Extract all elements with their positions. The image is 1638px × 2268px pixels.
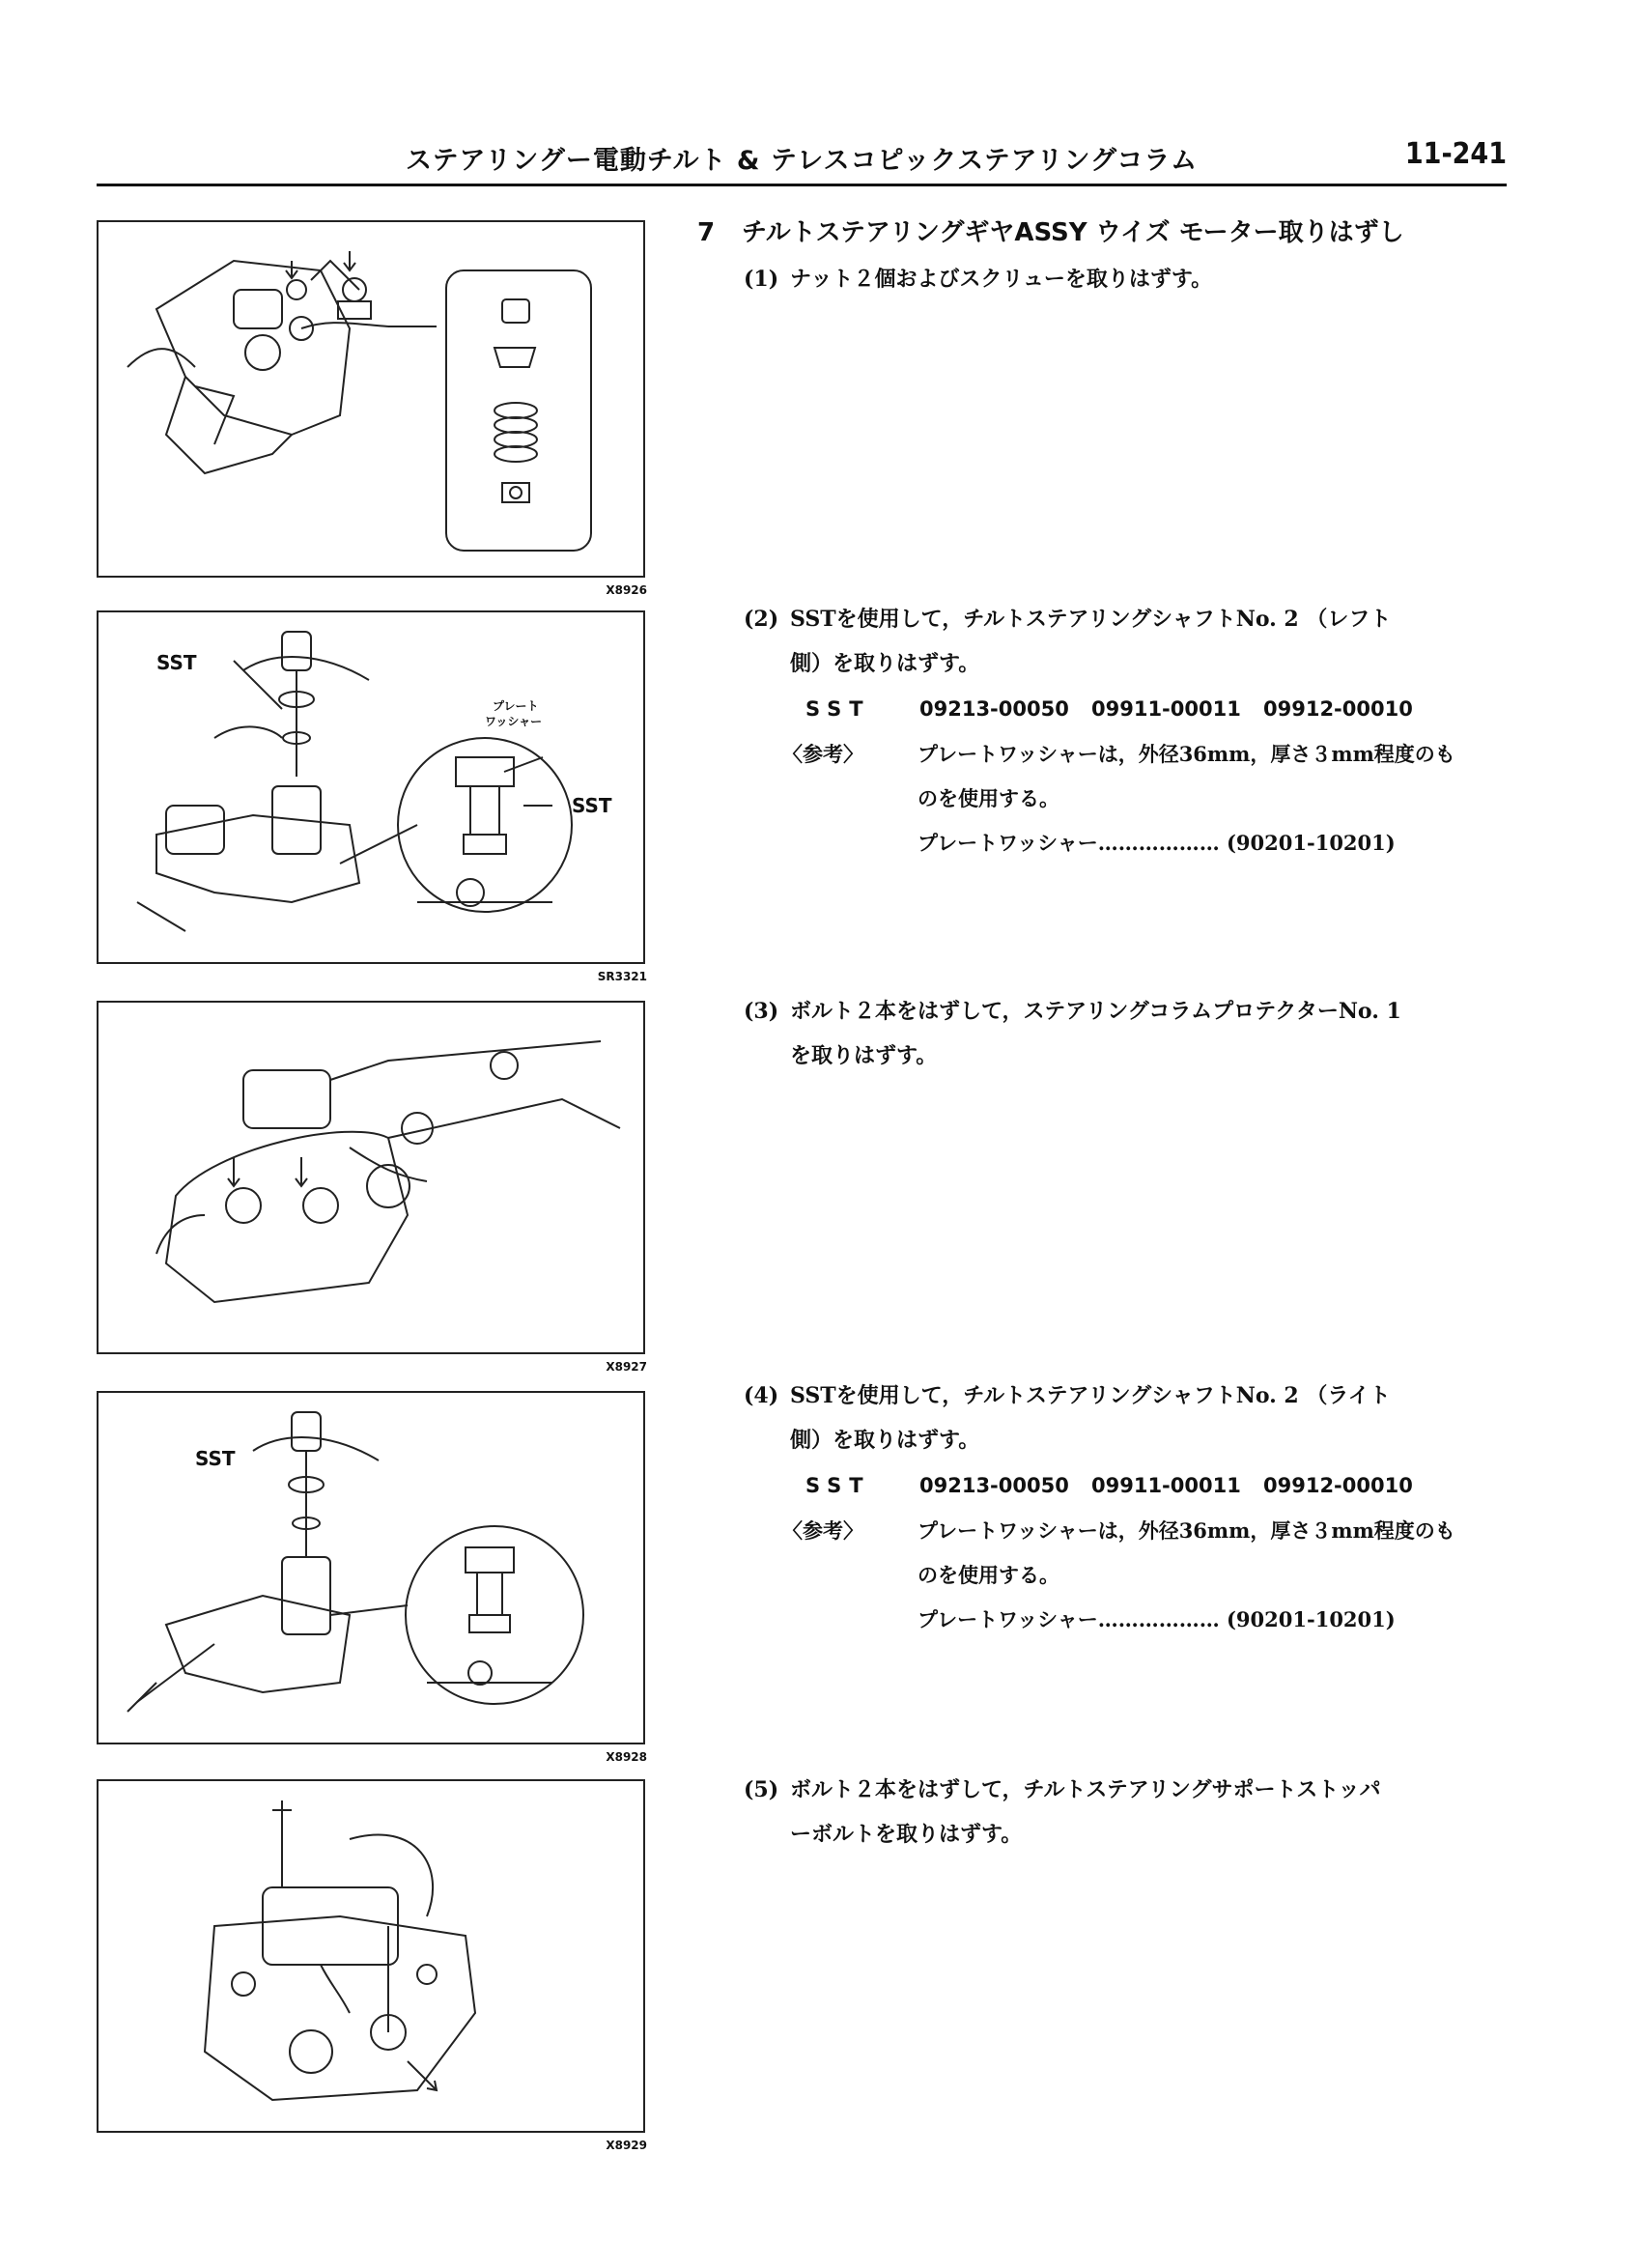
illustration-sst-right-shaft <box>99 1393 643 1743</box>
instruction-number: (3) <box>744 999 779 1024</box>
illustration-column-protector <box>99 1003 643 1352</box>
sst-codes-4 <box>805 1474 1413 1497</box>
figure-code: SR3321 <box>597 970 647 983</box>
figure-sst-right <box>97 1391 647 1764</box>
instruction-number: (2) <box>744 607 779 632</box>
step-number: 7 <box>697 218 716 247</box>
step-heading <box>697 213 1404 248</box>
instruction-text: ナット２個およびスクリューを取りはずす。 <box>790 267 1213 292</box>
instruction-2 <box>744 597 1507 686</box>
reference-text: のを使用する。 <box>918 786 1059 810</box>
sst-label: SST <box>195 1447 236 1470</box>
figure-code: X8928 <box>606 1750 647 1764</box>
sst-code: 09912-00010 <box>1263 697 1413 721</box>
sst-label: SST <box>805 697 871 721</box>
instruction-number: (4) <box>744 1383 779 1408</box>
sst-code: 09213-00050 <box>919 697 1069 721</box>
figure-code: X8927 <box>606 1360 647 1374</box>
instruction-5 <box>744 1768 1507 1857</box>
page-header <box>97 133 1507 186</box>
figure-support-stopper-bolts <box>97 1779 647 2152</box>
figure-protector-bolts <box>97 1001 647 1374</box>
sst-label: SST <box>805 1474 871 1497</box>
instruction-number: (1) <box>744 267 779 292</box>
sst-code: 09912-00010 <box>1263 1474 1413 1497</box>
instruction-text: ーボルトを取りはずす。 <box>790 1822 1023 1847</box>
page-number: 11-241 <box>1404 137 1507 171</box>
section-title: ステアリングー電動チルト & テレスコピックステアリングコラム <box>406 146 1199 176</box>
reference-tag: 〈参考〉 <box>782 1518 863 1543</box>
plate-washer-label-1: プレート <box>493 699 539 713</box>
instruction-text: SSTを使用して，チルトステアリングシャフトNo. 2 （ライト <box>790 1383 1391 1408</box>
instruction-4 <box>744 1374 1507 1462</box>
reference-text: のを使用する。 <box>918 1563 1059 1587</box>
instruction-text: 側）を取りはずす。 <box>790 1428 980 1453</box>
reference-text: プレートワッシャーは，外径36mm，厚さ３mm程度のも <box>918 742 1455 766</box>
reference-part: プレートワッシャー……………… (90201-10201) <box>918 831 1396 855</box>
plate-washer-label-2: ワッシャー <box>485 715 543 728</box>
instruction-text: 側）を取りはずす。 <box>790 651 980 676</box>
reference-part: プレートワッシャー……………… (90201-10201) <box>918 1607 1396 1631</box>
figure-nut-removal <box>97 220 647 597</box>
sst-code: 09911-00011 <box>1091 697 1241 721</box>
instruction-1 <box>744 257 1507 301</box>
sst-label-detail: SST <box>572 794 612 817</box>
reference-text: プレートワッシャーは，外径36mm，厚さ３mm程度のも <box>918 1518 1455 1543</box>
sst-code: 09213-00050 <box>919 1474 1069 1497</box>
reference-tag: 〈参考〉 <box>782 742 863 766</box>
step-title: チルトステアリングギヤASSY ウイズ モーター取りはずし <box>742 218 1404 247</box>
instruction-text: SSTを使用して，チルトステアリングシャフトNo. 2 （レフト <box>790 607 1392 632</box>
instruction-text: を取りはずす。 <box>790 1043 938 1068</box>
instruction-number: (5) <box>744 1777 779 1802</box>
illustration-support-stopper <box>99 1781 643 2131</box>
illustration-steering-gear-top <box>99 222 643 576</box>
sst-code: 09911-00011 <box>1091 1474 1241 1497</box>
figure-sst-left <box>97 610 647 983</box>
figure-code: X8926 <box>606 583 647 597</box>
figure-code: X8929 <box>606 2139 647 2152</box>
sst-label: SST <box>156 651 197 674</box>
instruction-text: ボルト２本をはずして，ステアリングコラムプロテクターNo. 1 <box>790 999 1401 1024</box>
instruction-3 <box>744 989 1507 1078</box>
reference-note-4 <box>782 1509 1516 1642</box>
sst-codes-2 <box>805 697 1413 721</box>
instruction-text: ボルト２本をはずして，チルトステアリングサポートストッパ <box>790 1777 1381 1802</box>
reference-note-2 <box>782 732 1516 865</box>
